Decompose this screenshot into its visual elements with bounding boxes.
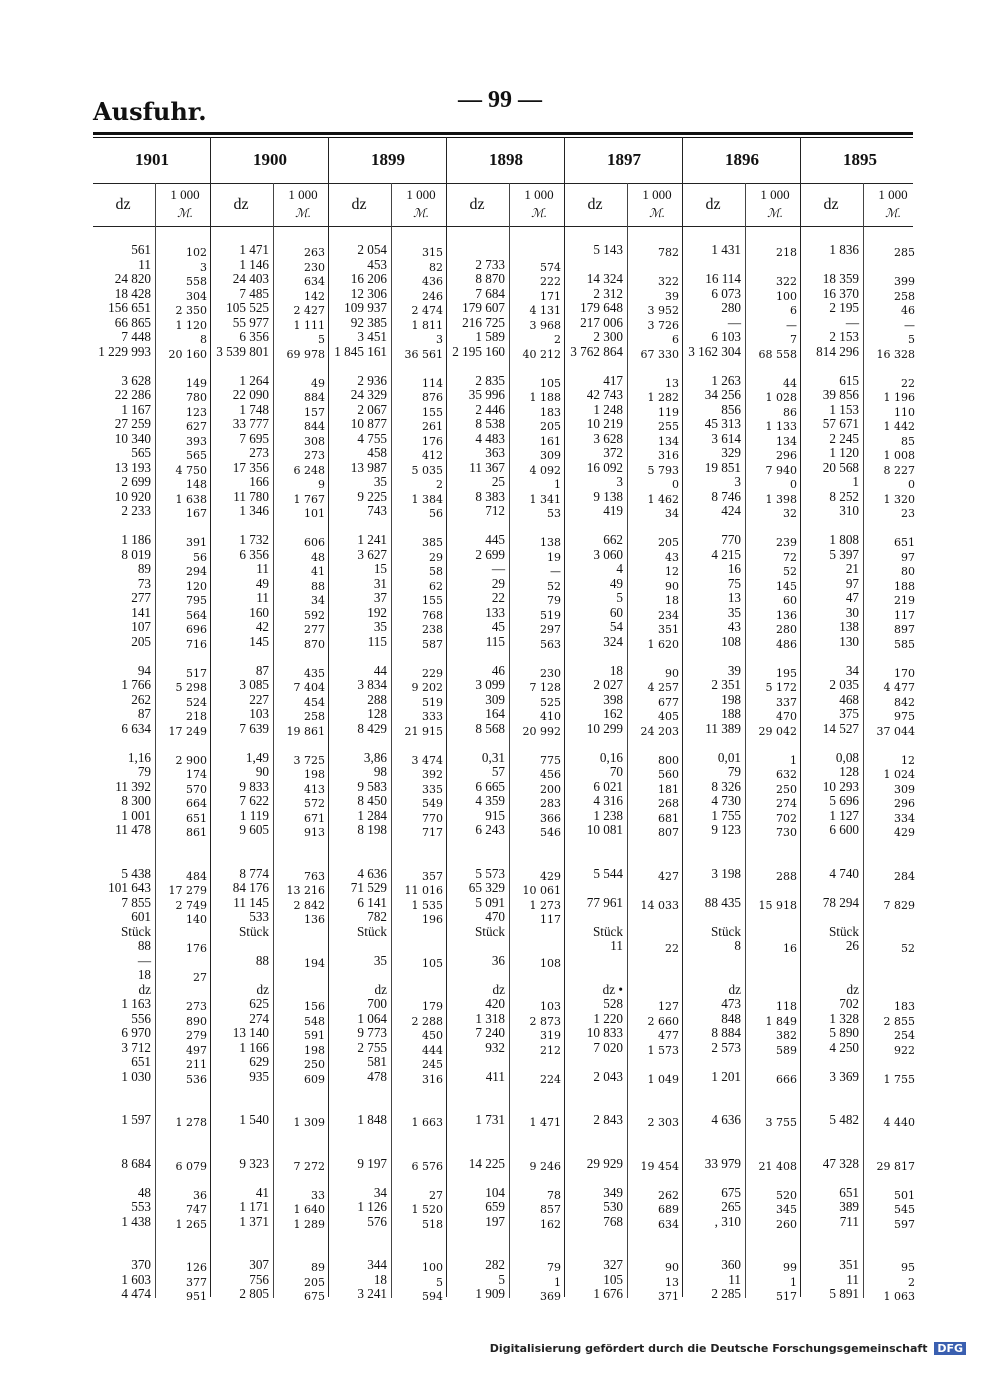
quantity-column: 1 836 18 359 16 370 2 195 — 2 153 814 296 615 39 856 1 153 57 671 2 245 1 120 20 568 1 8 252 310 1 808 5 397 21 97 47 30 138 130 34 2 035 468 375 14 527 0,08 128 10 293 5 696 1 127 6 600 4 740 78 294 Stück 26 dz 702 1 328 5 890 4 250 3 369 5 482 47 328 651 389 711 351 11 5 891	[816, 242, 859, 1301]
value-unit-bottom: ℳ.	[413, 206, 429, 220]
value-unit-bottom: ℳ.	[295, 206, 311, 220]
value-unit-top: 1 000	[524, 187, 554, 202]
subcolumn-divider	[509, 183, 510, 1298]
page-number: — 99 —	[458, 87, 542, 113]
quantity-unit-header: dz	[823, 196, 839, 213]
value-unit-header	[277, 186, 329, 222]
subcolumn-divider	[273, 183, 274, 1298]
subheader-rule	[93, 226, 913, 227]
dfg-logo: DFG	[934, 1342, 966, 1355]
year-header: 1899	[371, 150, 405, 169]
value-unit-bottom: ℳ.	[885, 206, 901, 220]
quantity-unit-header: dz	[705, 196, 721, 213]
value-column: 285 399 258 46 — 5 16 328 22 1 196 110 1 442 85 1 008 8 227 0 1 320 23 651 97 80 188 219 117 897 585 170 4 477 842 975 37 044 12 1 024 309 296 334 429 284 7 829 52 183 2 855 254 922 1 755 4 440 29 817 501 545 597 95 2 1 063	[876, 246, 915, 1303]
footer-note	[490, 1342, 966, 1355]
value-unit-bottom: ℳ.	[531, 206, 547, 220]
year-header: 1897	[607, 150, 641, 169]
value-unit-top: 1 000	[406, 187, 436, 202]
page-title: Ausfuhr.	[93, 97, 207, 126]
value-unit-header	[513, 186, 565, 222]
value-unit-top: 1 000	[170, 187, 200, 202]
value-unit-header	[867, 186, 919, 222]
quantity-unit-header: dz	[233, 196, 249, 213]
subcolumn-divider	[627, 183, 628, 1298]
footer-text: Digitalisierung gefördert durch die Deutsche Forschungsgemeinschaft	[489, 1342, 928, 1355]
year-header: 1896	[725, 150, 759, 169]
quantity-column: 2 733 8 870 7 684 179 607 216 725 1 589 2 195 160 2 835 35 996 2 446 8 538 4 483 363 11 367 25 8 383 712 445 2 699 — 29 22 133 45 115 46 3 099 309 164 8 568 0,31 57 6 665 4 359 915 6 243 5 573 65 329 5 091 470 Stück 36 dz 420 1 318 7 240 932 411 1 731 14 225 104 659 197 282 5 1 909	[452, 256, 505, 1301]
value-unit-bottom: ℳ.	[649, 206, 665, 220]
value-unit-header	[395, 186, 447, 222]
value-column: 263 230 634 142 2 427 1 111 5 69 978 49 884 157 844 308 273 6 248 9 1 767 101 606 48 41 88 34 592 277 870 435 7 404 454 258 19 861 3 725 198 413 572 671 913 763 13 216 2 842 136 194 156 548 591 198 250 609 1 309 7 272 33 1 640 1 289 89 205 675	[286, 246, 325, 1303]
year-header: 1895	[843, 150, 877, 169]
quantity-unit-header: dz	[587, 196, 603, 213]
quantity-unit-header: dz	[115, 196, 131, 213]
value-column: 574 222 171 4 131 3 968 2 40 212 105 1 188 183 205 161 309 4 092 1 1 341 53 138 19 — 52 79 519 297 563 230 7 128 525 410 20 992 775 456 200 283 366 546 429 10 061 1 273 117 108 103 2 873 319 212 224 1 471 9 246 78 857 162 79 1 369	[522, 260, 561, 1303]
header-rule	[93, 183, 913, 184]
value-unit-bottom: ℳ.	[177, 206, 193, 220]
quantity-column: 561 11 24 820 18 428 156 651 66 865 7 448 1 229 993 3 628 22 286 1 167 27 259 10 340 565 13 193 2 699 10 920 2 233 1 186 8 019 89 73 277 141 107 205 94 1 766 262 87 6 634 1,16 79 11 392 8 300 1 001 11 478 5 438 101 643 7 855 601 Stück 88 — 18 dz 1 163 556 6 970 3 712 651 1 030 1 597 8 684 48 553 1 438 370 1 603 4 474	[98, 242, 151, 1301]
value-unit-bottom: ℳ.	[767, 206, 783, 220]
value-column: 218 322 100 6 — 7 68 558 44 1 028 86 1 133 134 296 7 940 0 1 398 32 239 72 52 145 60 136 280 486 195 5 172 337 470 29 042 1 632 250 274 702 730 288 15 918 16 118 1 849 382 589 666 3 755 21 408 520 345 260 99 1 517	[758, 246, 797, 1303]
value-column: 102 3 558 304 2 350 1 120 8 20 160 149 780 123 627 393 565 4 750 148 1 638 167 391 56 294 120 795 564 696 716 517 5 298 524 218 17 249 2 900 174 570 664 651 861 484 17 279 2 749 140 176 27 273 890 279 497 211 536 1 278 6 079 36 747 1 265 126 377 951	[168, 246, 207, 1303]
value-unit-top: 1 000	[760, 187, 790, 202]
quantity-column: 1 431 16 114 6 073 280 — 6 103 3 162 304 1 263 34 256 856 45 313 3 614 329 19 851 3 8 746 424 770 4 215 16 75 13 35 43 108 39 2 351 198 188 11 389 0,01 79 8 326 4 730 1 755 9 123 3 198 88 435 Stück 8 dz 473 848 8 884 2 573 1 201 4 636 33 979 675 265 , 310 360 11 2 285	[688, 242, 741, 1301]
year-header: 1900	[253, 150, 287, 169]
value-unit-top: 1 000	[288, 187, 318, 202]
year-header: 1901	[135, 150, 169, 169]
value-unit-top: 1 000	[642, 187, 672, 202]
quantity-unit-header: dz	[469, 196, 485, 213]
subcolumn-divider	[863, 183, 864, 1298]
quantity-column: 5 143 14 324 2 312 179 648 217 006 2 300 3 762 864 417 42 743 1 248 10 219 3 628 372 16 092 3 9 138 419 662 3 060 4 49 5 60 54 324 18 2 027 398 162 10 299 0,16 70 6 021 4 316 1 238 10 081 5 544 77 961 Stück 11 dz • 528 1 220 10 833 7 020 2 043 2 843 29 929 349 530 768 327 105 1 676	[570, 242, 623, 1301]
year-header: 1898	[489, 150, 523, 169]
quantity-column: 1 471 1 146 24 403 7 485 105 525 55 977 6 356 3 539 801 1 264 22 090 1 748 33 777 7 695 273 17 356 166 11 780 1 346 1 732 6 356 11 49 11 160 42 145 87 3 085 227 103 7 639 1,49 90 9 833 7 622 1 119 9 605 8 774 84 176 11 145 533 Stück 88 dz 625 274 13 140 1 166 629 935 1 540 9 323 41 1 171 1 371 307 756 2 805	[216, 242, 269, 1301]
subcolumn-divider	[391, 183, 392, 1298]
value-unit-top: 1 000	[878, 187, 908, 202]
subcolumn-divider	[155, 183, 156, 1298]
value-unit-header	[159, 186, 211, 222]
value-column: 315 82 436 246 2 474 1 811 3 36 561 114 876 155 261 176 412 5 035 2 1 384 56 385 29 58 62 155 768 238 587 229 9 202 519 333 21 915 3 474 392 335 549 770 717 357 11 016 1 535 196 105 179 2 288 450 444 245 316 1 663 6 576 27 1 520 518 100 5 594	[404, 246, 443, 1303]
quantity-unit-header: dz	[351, 196, 367, 213]
value-column: 782 322 39 3 952 3 726 6 67 330 13 1 282 119 255 134 316 5 793 0 1 462 34 205 43 12 90 18 234 351 1 620 90 4 257 677 405 24 203 800 560 181 268 681 807 427 14 033 22 127 2 660 477 1 573 1 049 2 303 19 454 262 689 634 90 13 371	[640, 246, 679, 1303]
quantity-column: 2 054 453 16 206 12 306 109 937 92 385 3 451 1 845 161 2 936 24 329 2 067 10 877 4 755 458 13 987 35 9 225 743 1 241 3 627 15 31 37 192 35 115 44 3 834 288 128 8 429 3,86 98 9 583 8 450 1 284 8 198 4 636 71 529 6 141 782 Stück 35 dz 700 1 064 9 773 2 755 581 478 1 848 9 197 34 1 126 576 344 18 3 241	[334, 242, 387, 1301]
top-rule-thin	[93, 137, 913, 138]
subcolumn-divider	[745, 183, 746, 1298]
value-unit-header	[631, 186, 683, 222]
top-rule	[93, 132, 913, 135]
value-unit-header	[749, 186, 801, 222]
